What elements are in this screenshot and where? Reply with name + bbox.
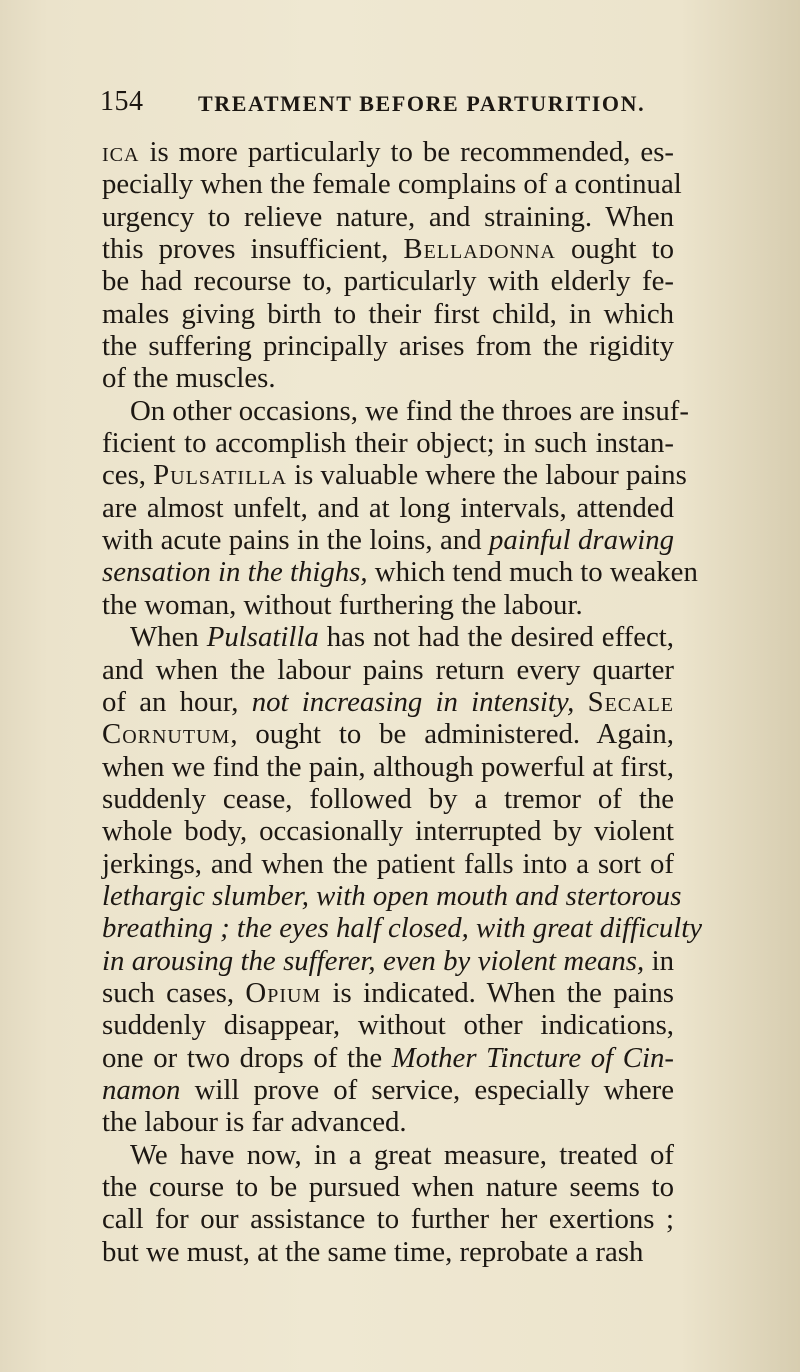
text-run: When [130,621,207,654]
text-run: is valuable where the labour pains [286,459,687,492]
text-line [102,298,674,330]
text-line [102,879,682,912]
text-run: has not had the desired effect, [318,621,674,654]
text-run: suddenly disappear, without other indications, [102,1009,674,1042]
text-run: which tend much to weaken [367,556,698,589]
text-line [102,1236,674,1268]
text-line [102,136,674,168]
text-run: will prove of service, especially where [180,1073,674,1106]
text-run: of an hour, [102,685,252,718]
text-run: such cases, [102,976,246,1009]
page-number: 154 [100,86,144,117]
italic-text: Pulsatilla [206,621,319,654]
text-line [102,330,674,362]
text-line [102,751,674,783]
text-line [102,686,674,718]
text-line [102,233,674,265]
text-line [102,977,674,1009]
italic-text: lethargic slumber, with open mouth and stertorous [102,879,682,912]
text-line [102,912,703,945]
text-line [102,945,674,977]
text-run: the suffering principally arises from the rigidity [102,330,674,363]
text-line [102,492,674,524]
text-line [102,848,674,880]
text-line [102,1106,674,1138]
text-line [102,524,674,556]
italic-text: in arousing the sufferer, even by violent means, [102,944,645,977]
text-run: but we must, at the same time, reprobate a rash [102,1235,644,1268]
text-line [102,1009,674,1041]
text-run: ought to [555,233,674,266]
text-line [102,589,674,621]
small-caps-text: Secale [587,685,675,718]
text-run: be had recourse to, particularly with elderly fe- [102,265,674,298]
text-run: the labour is far advanced. [102,1106,407,1139]
text-line [102,1171,674,1203]
text-run: and when the labour pains return every quarter [102,653,674,686]
text-line [102,1074,674,1106]
small-caps-text: Opium [245,976,322,1009]
text-line [102,815,674,847]
text-line [102,1203,674,1235]
small-caps-text: Pulsatilla [153,459,287,492]
text-line [102,459,687,492]
small-caps-text: ica [102,136,140,168]
text-run: when we find the pain, although powerful at first, [102,750,674,783]
text-run: ficient to accomplish their object; in such instan- [102,427,674,460]
text-run: the course to be pursued when nature seems to [102,1171,674,1203]
text-run: , ought to be administered. Again, [230,718,674,751]
page-header [100,86,660,122]
text-run: with acute pains in the loins, and [102,524,489,557]
text-run: pecially when the female complains of a continual [102,168,682,201]
text-line [102,1139,674,1171]
text-run: call for our assistance to further her exertions ; [102,1203,674,1236]
small-caps-text: Belladonna [403,233,556,266]
text-line [102,201,674,233]
body-text [102,136,703,1268]
text-run: of the muscles. [102,362,276,395]
text-run: is indicated. When the pains [321,976,675,1009]
text-run: the woman, without furthering the labour. [102,588,583,621]
text-run: urgency to relieve nature, and straining. When [102,200,674,233]
text-line [102,427,674,459]
text-line [102,718,674,750]
italic-text: not increasing in intensity, [251,685,575,718]
text-run: one or two drops of the [102,1041,392,1074]
italic-text: painful drawing [488,524,675,557]
text-line [102,1042,674,1074]
text-run: whole body, occasionally interrupted by violent [102,815,674,848]
small-caps-text: Cornutum [102,718,231,751]
text-run: in [644,944,674,977]
text-line [102,265,674,297]
running-head: TREATMENT BEFORE PARTURITION. [198,91,646,116]
italic-text: sensation in the thighs, [102,556,368,589]
italic-text: Mother Tincture of Cin- [391,1041,674,1074]
text-run: males giving birth to their first child, in which [102,297,674,330]
text-run: are almost unfelt, and at long intervals, attended [102,491,674,524]
text-line [102,621,674,653]
text-line [102,394,689,427]
italic-text: namon [102,1073,181,1106]
text-line [102,168,682,201]
italic-text: breathing ; the eyes half closed, with great difficulty [102,912,703,945]
text-line [102,556,698,589]
text-run: jerkings, and when the patient falls into a sort of [102,847,674,880]
text-run: On other occasions, we find the throes are insuf- [130,394,689,427]
text-run: is more particularly to be recommended, es- [139,136,674,168]
text-run: this proves insufficient, [102,233,404,266]
text-run [574,686,587,718]
text-run: We have now, in a great measure, treated of [130,1138,674,1171]
text-line [102,362,674,394]
text-run: suddenly cease, followed by a tremor of the [102,782,674,815]
text-run: ces, [102,459,154,492]
text-line [102,783,674,815]
text-line [102,654,674,686]
